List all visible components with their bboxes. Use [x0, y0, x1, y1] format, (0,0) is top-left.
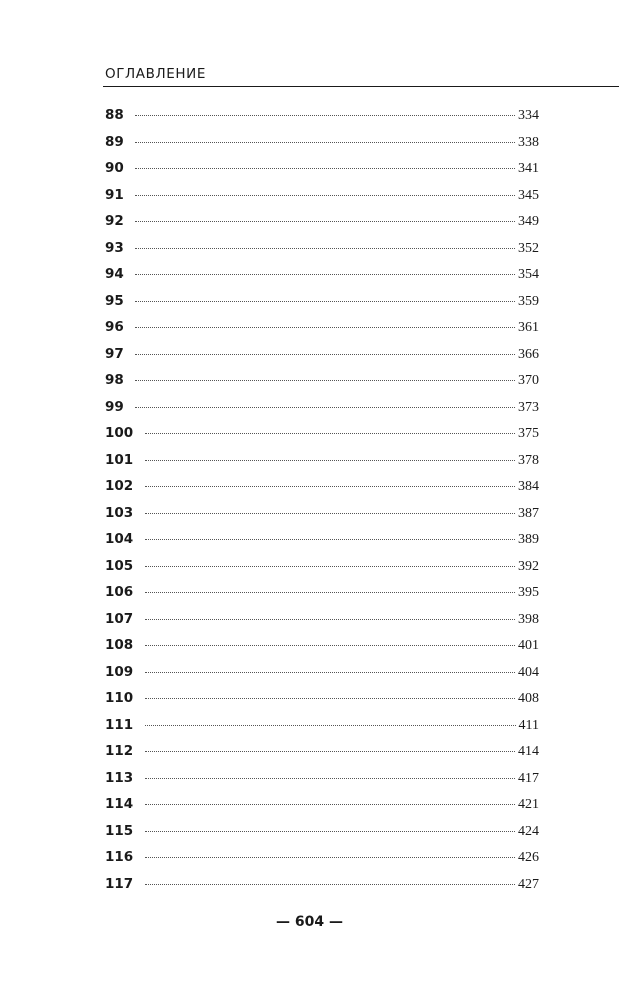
dot-leader: [145, 884, 515, 885]
toc-entry-number: 104: [105, 531, 134, 547]
toc-entry-page: 338: [518, 134, 539, 150]
dot-leader: [145, 566, 515, 567]
toc-entry[interactable]: [105, 553, 539, 580]
dot-leader: [135, 142, 515, 143]
toc-entry[interactable]: [105, 288, 539, 315]
toc-entry-number: 97: [105, 345, 124, 362]
table-of-contents: [105, 102, 539, 897]
toc-entry-number: 90: [105, 160, 124, 176]
toc-entry-page: 417: [518, 770, 539, 786]
dot-leader: [135, 301, 515, 302]
toc-entry[interactable]: [105, 632, 539, 659]
toc-entry-page: 384: [518, 479, 539, 494]
dot-leader: [145, 778, 515, 779]
dot-leader: [145, 460, 515, 461]
toc-entry-number: 103: [105, 504, 134, 521]
toc-entry-page: 404: [518, 664, 539, 680]
toc-entry-page: 334: [518, 108, 539, 123]
dot-leader: [135, 327, 515, 328]
toc-entry-page: 395: [518, 585, 539, 600]
toc-entry-number: 96: [105, 319, 124, 335]
toc-entry-number: 99: [105, 398, 124, 415]
toc-entry[interactable]: [105, 685, 539, 712]
toc-entry-page: 345: [518, 187, 539, 203]
toc-entry-number: 100: [105, 425, 134, 441]
toc-entry[interactable]: [105, 765, 539, 792]
dot-leader: [145, 751, 515, 752]
toc-entry-number: 101: [105, 451, 134, 468]
dot-leader: [145, 857, 515, 858]
toc-entry[interactable]: [105, 261, 539, 288]
toc-entry-number: 116: [105, 849, 134, 865]
toc-entry-page: 373: [518, 399, 539, 415]
toc-entry-number: 108: [105, 637, 134, 653]
toc-entry[interactable]: [105, 420, 539, 447]
toc-entry-number: 117: [105, 875, 134, 892]
page-number: — 604 —: [276, 914, 343, 930]
dot-leader: [145, 513, 515, 514]
dot-leader: [145, 831, 515, 832]
toc-entry[interactable]: [105, 606, 539, 633]
toc-entry-number: 102: [105, 478, 134, 494]
toc-entry[interactable]: [105, 738, 539, 765]
dot-leader: [135, 115, 515, 116]
toc-entry-page: 361: [518, 320, 539, 335]
toc-entry[interactable]: [105, 526, 539, 553]
toc-entry-page: 359: [518, 293, 539, 309]
toc-entry-number: 98: [105, 372, 124, 388]
toc-entry[interactable]: [105, 208, 539, 235]
toc-entry[interactable]: [105, 844, 539, 871]
dot-leader: [145, 804, 515, 805]
dot-leader: [135, 407, 515, 408]
toc-entry-number: 94: [105, 266, 124, 282]
toc-entry-page: 375: [518, 426, 539, 441]
dot-leader: [135, 168, 515, 169]
toc-entry-page: 408: [518, 691, 539, 706]
toc-entry[interactable]: [105, 367, 539, 394]
dot-leader: [145, 486, 515, 487]
dot-leader: [135, 380, 515, 381]
toc-entry[interactable]: [105, 500, 539, 527]
dot-leader: [145, 725, 516, 726]
toc-entry-number: 110: [105, 690, 134, 706]
toc-entry-page: 398: [518, 611, 539, 627]
dot-leader: [145, 672, 515, 673]
dot-leader: [145, 698, 515, 699]
dot-leader: [145, 619, 515, 620]
toc-entry-page: 389: [518, 532, 539, 547]
dot-leader: [145, 645, 515, 646]
toc-entry-page: 392: [518, 558, 539, 574]
toc-entry-page: 387: [518, 505, 539, 521]
toc-entry-number: 106: [105, 584, 134, 600]
toc-entry[interactable]: [105, 235, 539, 262]
toc-entry-number: 114: [105, 796, 134, 812]
toc-entry-page: 349: [518, 214, 539, 229]
dot-leader: [135, 248, 515, 249]
dot-leader: [135, 354, 515, 355]
toc-entry-page: 421: [518, 797, 539, 812]
toc-entry-page: 352: [518, 240, 539, 256]
toc-entry[interactable]: [105, 579, 539, 606]
toc-entry[interactable]: [105, 791, 539, 818]
toc-entry[interactable]: [105, 129, 539, 156]
toc-entry-page: 427: [518, 876, 539, 892]
toc-entry-number: 112: [105, 743, 134, 759]
toc-entry-number: 91: [105, 186, 124, 203]
dot-leader: [135, 221, 515, 222]
toc-entry[interactable]: [105, 341, 539, 368]
toc-entry-page: 378: [518, 452, 539, 468]
toc-entry-number: 107: [105, 610, 134, 627]
toc-entry[interactable]: [105, 102, 539, 129]
toc-entry-number: 95: [105, 292, 124, 309]
toc-entry[interactable]: [105, 394, 539, 421]
toc-entry-page: 370: [518, 373, 539, 388]
toc-entry-page: 354: [518, 267, 539, 282]
dot-leader: [145, 539, 515, 540]
toc-entry-number: 93: [105, 239, 124, 256]
toc-entry-number: 109: [105, 663, 134, 680]
toc-entry-number: 113: [105, 769, 134, 786]
toc-entry[interactable]: [105, 155, 539, 182]
toc-entry[interactable]: [105, 712, 539, 739]
toc-entry[interactable]: [105, 182, 539, 209]
toc-entry[interactable]: [105, 473, 539, 500]
dot-leader: [145, 433, 515, 434]
toc-entry-number: 92: [105, 213, 124, 229]
toc-entry-number: 89: [105, 133, 124, 150]
toc-entry-number: 115: [105, 822, 134, 839]
dot-leader: [135, 195, 515, 196]
toc-entry-page: 411: [518, 717, 539, 733]
header-divider: [103, 86, 619, 87]
dot-leader: [135, 274, 515, 275]
toc-entry-page: 401: [518, 638, 539, 653]
toc-entry[interactable]: [105, 659, 539, 686]
toc-entry[interactable]: [105, 818, 539, 845]
toc-entry[interactable]: [105, 871, 539, 898]
toc-entry-number: 105: [105, 557, 134, 574]
toc-entry-number: 88: [105, 107, 124, 123]
page-title: ОГЛАВЛЕНИЕ: [105, 66, 206, 82]
toc-entry-page: 366: [518, 346, 539, 362]
toc-entry-page: 424: [518, 823, 539, 839]
toc-entry-number: 111: [105, 716, 134, 733]
dot-leader: [145, 592, 515, 593]
toc-entry-page: 341: [518, 161, 539, 176]
toc-entry-page: 426: [518, 850, 539, 865]
toc-entry[interactable]: [105, 447, 539, 474]
toc-entry[interactable]: [105, 314, 539, 341]
toc-entry-page: 414: [518, 744, 539, 759]
